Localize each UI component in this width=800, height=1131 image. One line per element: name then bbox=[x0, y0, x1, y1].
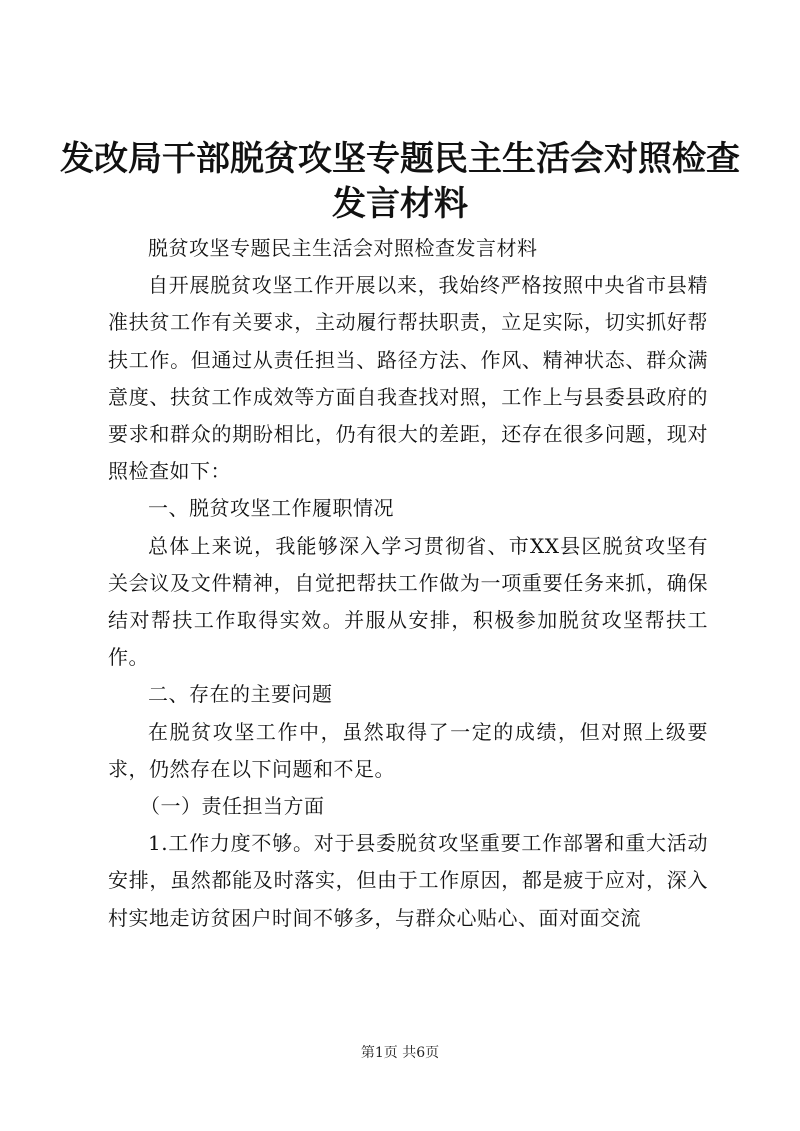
paragraph-section-1: 总体上来说，我能够深入学习贯彻省、市XX县区脱贫攻坚有关会议及文件精神，自觉把帮扶工作做为一项重要任务来抓，确保结对帮扶工作取得实效。并服从安排，积极参加脱贫攻坚帮扶工作。 bbox=[108, 533, 708, 670]
section-heading-2: 二、存在的主要问题 bbox=[148, 682, 333, 707]
document-title-line1: 发改局干部脱贫攻坚专题民主生活会对照检查 bbox=[60, 139, 740, 179]
document-title-line2: 发言材料 bbox=[332, 184, 468, 224]
document-body bbox=[108, 230, 708, 937]
paragraph-intro: 自开展脱贫攻坚工作开展以来，我始终严格按照中央省市县精准扶贫工作有关要求，主动履行帮扶职责，立足实际，切实抓好帮扶工作。但通过从责任担当、路径方法、作风、精神状态、群众满意度、扶贫工作成效等方面自我查找对照，工作上与县委县政府的要求和群众的期盼相比，仍有很大的差距，还存在很多问题，现对照检查如下： bbox=[108, 273, 708, 484]
paragraph-section-2: 在脱贫攻坚工作中，虽然取得了一定的成绩，但对照上级要求，仍然存在以下问题和不足。 bbox=[108, 719, 708, 781]
section-heading-1: 一、脱贫攻坚工作履职情况 bbox=[148, 496, 394, 521]
page-footer: 第1页 共6页 bbox=[360, 1045, 440, 1061]
subsection-heading-1: （一）责任担当方面 bbox=[140, 794, 325, 819]
paragraph-item-1: 1.工作力度不够。对于县委脱贫攻坚重要工作部署和重大活动安排，虽然都能及时落实，但由于工作原因，都是疲于应对，深入村实地走访贫困户时间不够多，与群众心贴心、面对面交流 bbox=[108, 831, 708, 930]
paragraph-subtitle: 脱贫攻坚专题民主生活会对照检查发言材料 bbox=[148, 236, 538, 260]
